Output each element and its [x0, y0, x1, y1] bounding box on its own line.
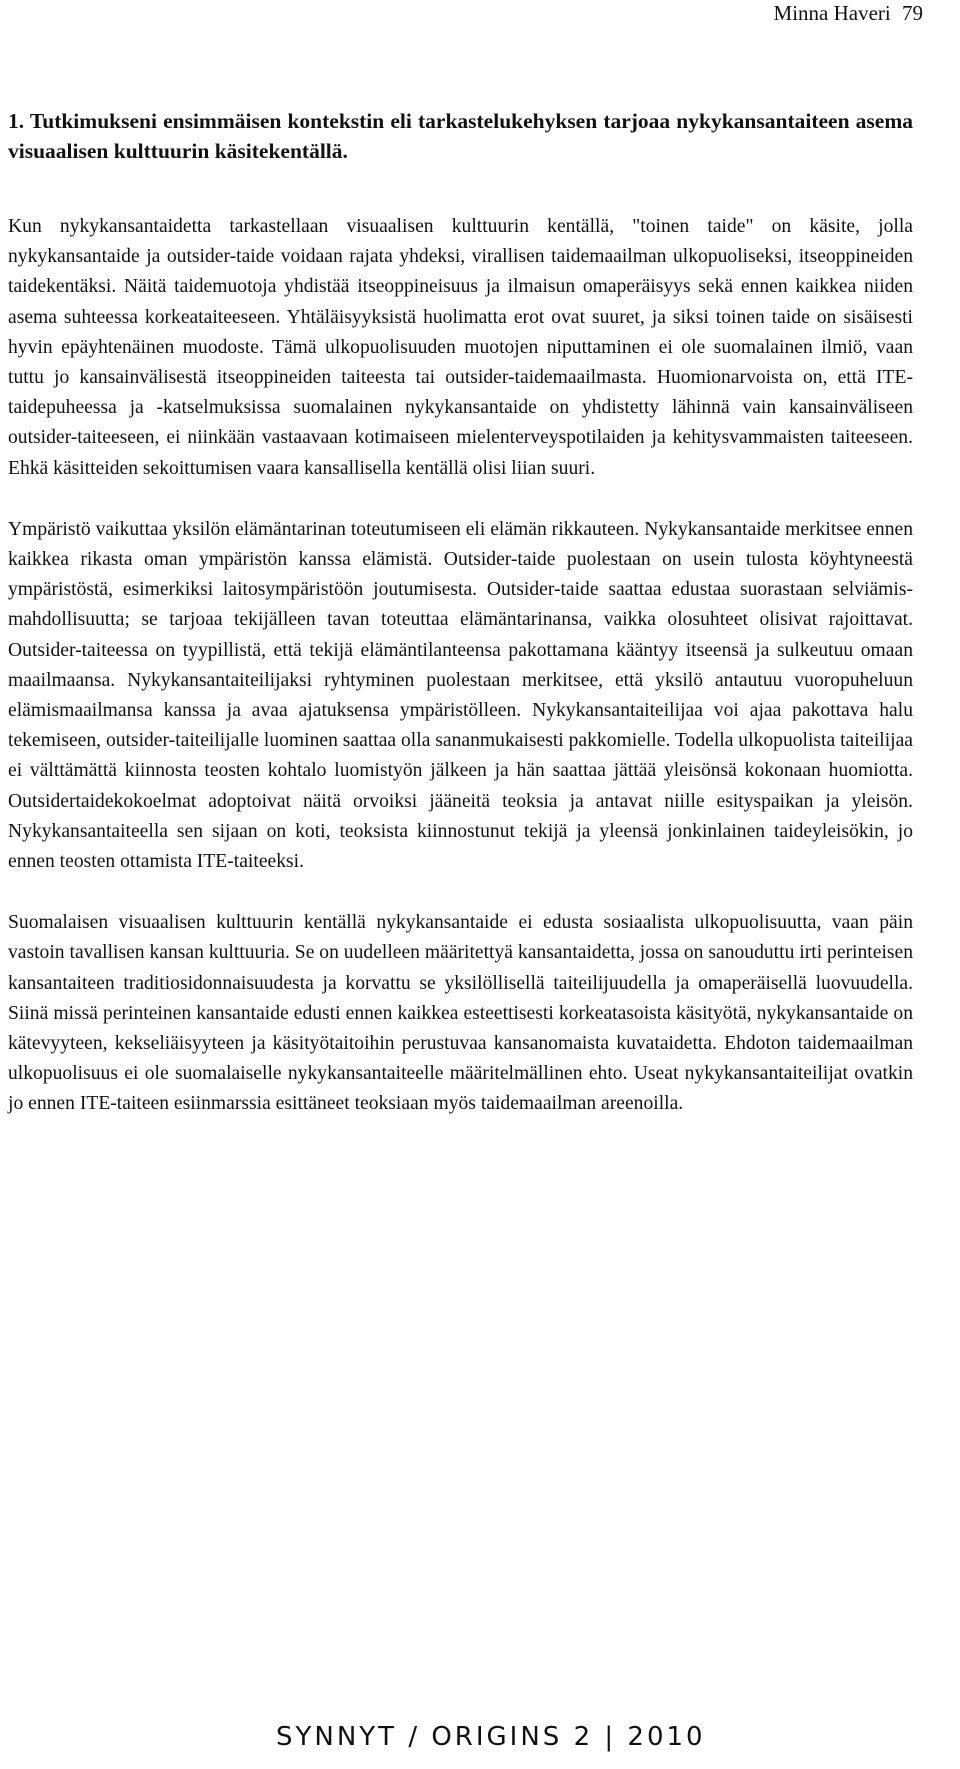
document-body	[8, 107, 913, 1151]
header-page-number: 79	[902, 1, 923, 25]
paragraph-2: Ympäristö vaikuttaa yksilön elämäntarinan toteutumiseen eli elämän rikkauteen. Nykykansantaide merkitsee ennen kaikkea rikasta oman ympäristön kanssa elämistä. Outsider-taide puolestaan on usein tulosta köyhtyneestä ympäristöstä, esimerkiksi laitosympäristöön joutumisesta. Outsider-taide saattaa edustaa suorastaan selviämismahdollisuutta; se tarjoaa tekijälleen tavan toteuttaa elämäntarinansa, vaikka olosuhteet olisivat rajoittavat. Outsider-taiteessa on tyypillistä, että tekijä elämäntilanteensa pakottamana kääntyy itseensä ja sulkeutuu omaan maailmaansa. Nykykansantaiteilijaksi ryhtyminen puolestaan merkitsee, että yksilö antautuu vuoropuheluun elämismaailmansa kanssa ja avaa ajatuksensa ympäristölleen. Nykykansantaiteilijaa voi ajaa pakottava halu tekemiseen, outsider-taiteilijalle luominen saattaa olla sananmukaisesti pakkomielle. Todella ulkopuolista taiteilijaa ei välttämättä kiinnosta teosten kohtalo luomistyön jälkeen ja hän saattaa jättää yleisönsä kokonaan huomiotta. Outsidertaidekokoelmat adoptoivat näitä orvoiksi jääneitä teoksia ja antavat niille esityspaikan ja yleisön. Nykykansantaiteella sen sijaan on koti, teoksista kiinnostunut tekijä ja yleensä jonkinlainen taideyleisökin, jo ennen teosten ottamista ITE-taiteeksi.	[8, 518, 913, 873]
section-heading: 1. Tutkimukseni ensimmäisen kontekstin eli tarkastelukehyksen tarjoaa nykykansantaiteen asema visuaalisen kulttuurin käsitekentällä.	[8, 109, 913, 163]
journal-footer: SYNNYT / ORIGINS 2 | 2010	[276, 1722, 706, 1752]
paragraph-3: Suomalaisen visuaalisen kulttuurin kentällä nykykansantaide ei edusta sosiaalista ulkopuolisuutta, vaan päin vastoin tavallisen kansan kulttuuria. Se on uudelleen määritettyä kansantaidetta, jossa on sanouduttu irti perinteisen kansantaiteen traditiosidonnaisuudesta ja korvattu se yksilöllisellä taiteilijuudella ja omaperäisellä luovuudella. Siinä missä perinteinen kansantaide edusti ennen kaikkea esteettisesti korkeatasoista käsityötä, nykykansantaide on kätevyyteen, kekseliäisyyteen ja käsityötaitoihin perustuvaa kansanomaista kuvataidetta. Ehdoton taidemaailman ulkopuolisuus ei ole suomalaiselle nykykansantaiteelle määritelmällinen ehto. Useat nykykansantaiteilijat ovatkin jo ennen ITE-taiteen esiinmarssia esittäneet teoksiaan myös taidemaailman areenoilla.	[8, 912, 913, 1115]
header-author: Minna Haveri	[773, 1, 891, 25]
running-header	[774, 0, 923, 26]
paragraph-1: Kun nykykansantaidetta tarkastellaan visuaalisen kulttuurin kentällä, "toinen taide" on käsite, jolla nykykansantaide ja outsider-taide voidaan rajata yhdeksi, virallisen taidemaailman ulkopuoliseksi, itseoppineiden taidekentäksi. Näitä taidemuotoja yhdistää itseoppineisuus ja ilmaisun omaperäisyys sekä ennen kaikkea niiden asema suhteessa korkeataiteeseen. Yhtäläisyyksistä huolimatta erot ovat suuret, ja siksi toinen taide on sisäisesti hyvin epäyhtenäinen muodoste. Tämä ulkopuolisuuden muotojen niputtaminen ei ole suomalainen ilmiö, vaan tuttu jo kansainvälisestä itseoppineiden taiteesta tai outsider-taidemaailmasta. Huomionarvoista on, että ITE- taidepuheessa ja -katselmuksissa suomalainen nykykansantaide on yhdistetty lähinnä vain kansainväliseen outsider-taiteeseen, ei niinkään vastaavaan kotimaiseen mielenterveyspotilaiden ja kehitysvammaisten taiteeseen. Ehkä käsitteiden sekoittumisen vaara kansallisella kentällä olisi liian suuri.	[8, 216, 913, 479]
